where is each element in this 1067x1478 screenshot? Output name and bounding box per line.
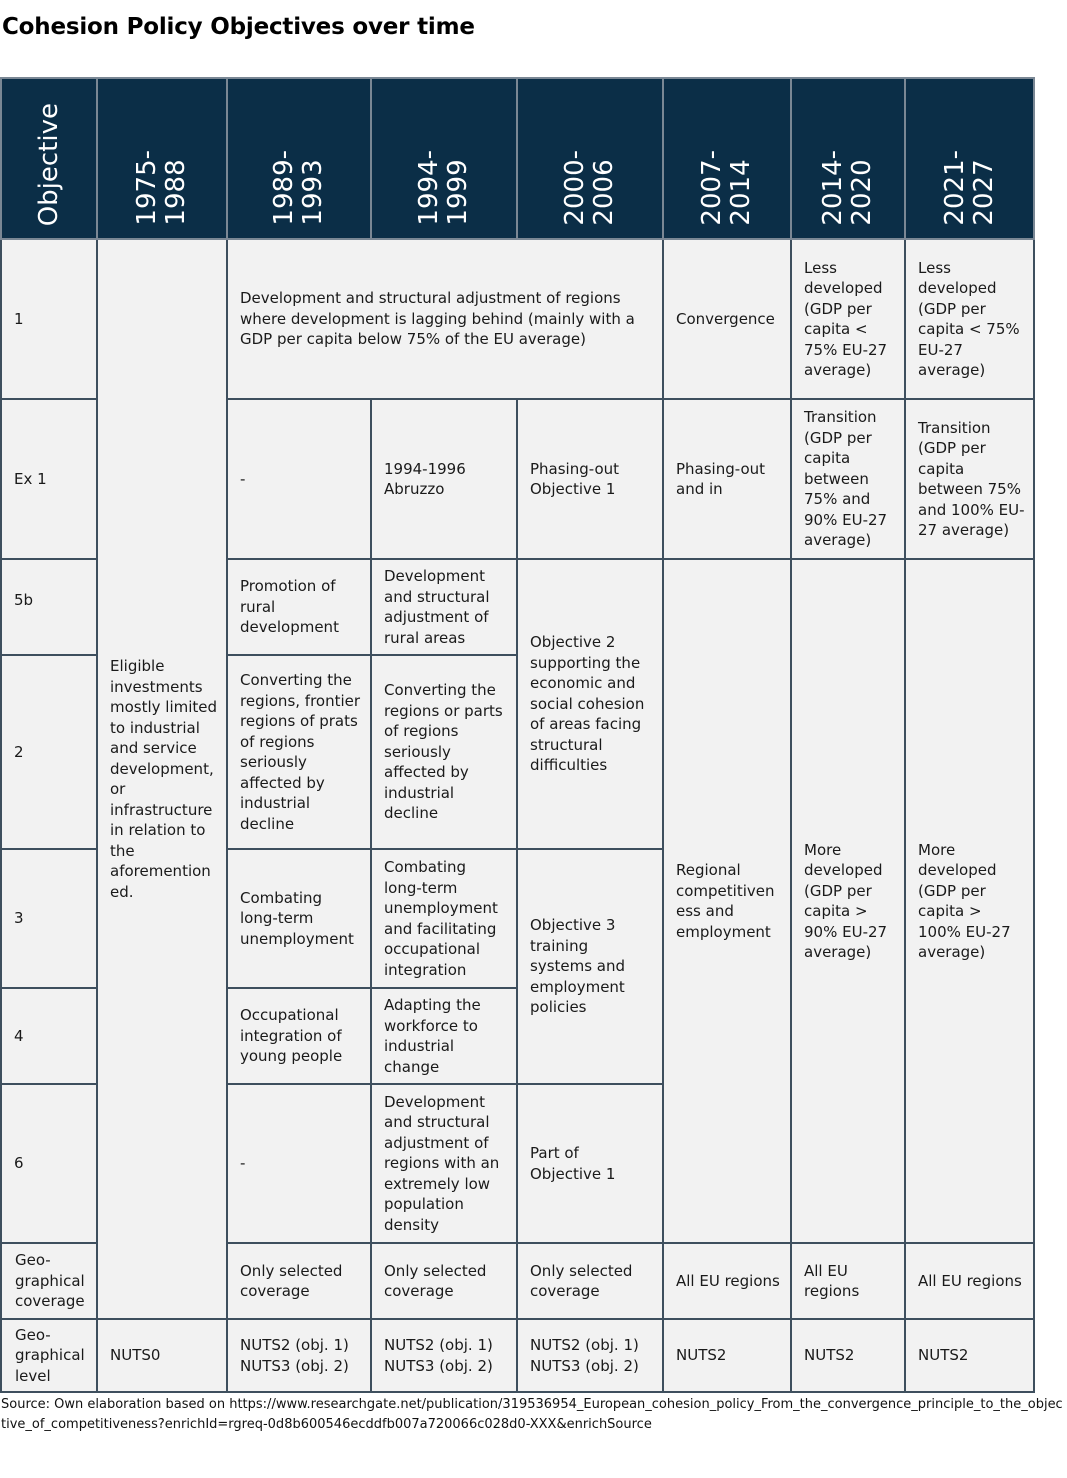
table-cell: Objective 2 supporting the economic and social cohesion of areas facing structural difficulties (517, 559, 663, 849)
table-cell: Only selected coverage (227, 1243, 371, 1319)
source-note: Source: Own elaboration based on https://www.researchgate.net/publication/319536954_European_cohesion_policy_From_the_convergence_principle_to_the_objective_of_competitiveness?enrichId=rgreq-0d8b600546ecddfb007a720066c028d0-XXX&enrichSource (1, 1397, 1063, 1432)
table-cell: Only selected coverage (517, 1243, 663, 1319)
table-cell: NUTS2 (905, 1319, 1034, 1392)
header-period-1989: 1989- 1993 (227, 78, 371, 239)
table-cell: Convergence (663, 239, 791, 399)
objective-label: Geo-graphical level (1, 1319, 97, 1392)
table-cell: - (227, 399, 371, 559)
objective-label: 4 (1, 988, 97, 1084)
table-cell: Phasing-out Objective 1 (517, 399, 663, 559)
table-cell: More developed (GDP per capita > 90% EU-27 average) (791, 559, 905, 1243)
table-cell: All EU regions (791, 1243, 905, 1319)
table-cell: NUTS2 (663, 1319, 791, 1392)
objective-label: 5b (1, 559, 97, 655)
table-cell: Occupational integration of young people (227, 988, 371, 1084)
table-cell: More developed (GDP per capita > 100% EU-27 average) (905, 559, 1034, 1243)
table-cell: Combating long-term unemployment and facilitating occupational integration (371, 849, 517, 988)
table-cell: NUTS0 (97, 1319, 227, 1392)
table-cell: Less developed (GDP per capita < 75% EU-27 average) (791, 239, 905, 399)
table-cell: Phasing-out and in (663, 399, 791, 559)
table-cell: Only selected coverage (371, 1243, 517, 1319)
table-cell: Less developed (GDP per capita < 75% EU-27 average) (905, 239, 1034, 399)
objective-label: 6 (1, 1084, 97, 1243)
table-cell: Development and structural adjustment of rural areas (371, 559, 517, 655)
table-cell: - (227, 1084, 371, 1243)
table-row (1, 239, 1034, 399)
page-title: Cohesion Policy Objectives over time (2, 14, 475, 40)
table-cell: All EU regions (905, 1243, 1034, 1319)
header-period-2014: 2014- 2020 (791, 78, 905, 239)
table-cell: Development and structural adjustment of regions with an extremely low population density (371, 1084, 517, 1243)
objective-label: 1 (1, 239, 97, 399)
header-period-2000: 2000- 2006 (517, 78, 663, 239)
header-period-2007: 2007- 2014 (663, 78, 791, 239)
table-cell: Eligible investments mostly limited to industrial and service development, or infrastructure in relation to the aforemention ed. (97, 239, 227, 1319)
table-cell: Converting the regions, frontier regions of prats of regions seriously affected by industrial decline (227, 655, 371, 849)
table-cell: NUTS2 (791, 1319, 905, 1392)
table-cell: All EU regions (663, 1243, 791, 1319)
table-cell: NUTS2 (obj. 1) NUTS3 (obj. 2) (227, 1319, 371, 1392)
table-cell: Combating long-term unemployment (227, 849, 371, 988)
header-period-2021: 2021- 2027 (905, 78, 1034, 239)
table-cell: Regional competitiven ess and employment (663, 559, 791, 1243)
table-cell: 1994-1996 Abruzzo (371, 399, 517, 559)
table-cell: Development and structural adjustment of regions where development is lagging behind (mainly with a GDP per capita below 75% of the EU average) (227, 239, 663, 399)
table-cell: Transition (GDP per capita between 75% and 100% EU-27 average) (905, 399, 1034, 559)
table-cell: Transition (GDP per capita between 75% and 90% EU-27 average) (791, 399, 905, 559)
objectives-table (0, 77, 1035, 1393)
objective-label: 2 (1, 655, 97, 849)
objective-label: Geo-graphical coverage (1, 1243, 97, 1319)
header-period-1975: 1975- 1988 (97, 78, 227, 239)
objective-label: 3 (1, 849, 97, 988)
table-cell: NUTS2 (obj. 1) NUTS3 (obj. 2) (517, 1319, 663, 1392)
table-cell: Adapting the workforce to industrial change (371, 988, 517, 1084)
table-cell: Objective 3 training systems and employment policies (517, 849, 663, 1084)
objective-label: Ex 1 (1, 399, 97, 559)
header-row (1, 78, 1034, 239)
table-cell: Part of Objective 1 (517, 1084, 663, 1243)
header-objective: Objective (1, 78, 97, 239)
table-cell: NUTS2 (obj. 1) NUTS3 (obj. 2) (371, 1319, 517, 1392)
table-cell: Promotion of rural development (227, 559, 371, 655)
header-period-1994: 1994- 1999 (371, 78, 517, 239)
table-cell: Converting the regions or parts of regions seriously affected by industrial decline (371, 655, 517, 849)
table-row (1, 1319, 1034, 1392)
